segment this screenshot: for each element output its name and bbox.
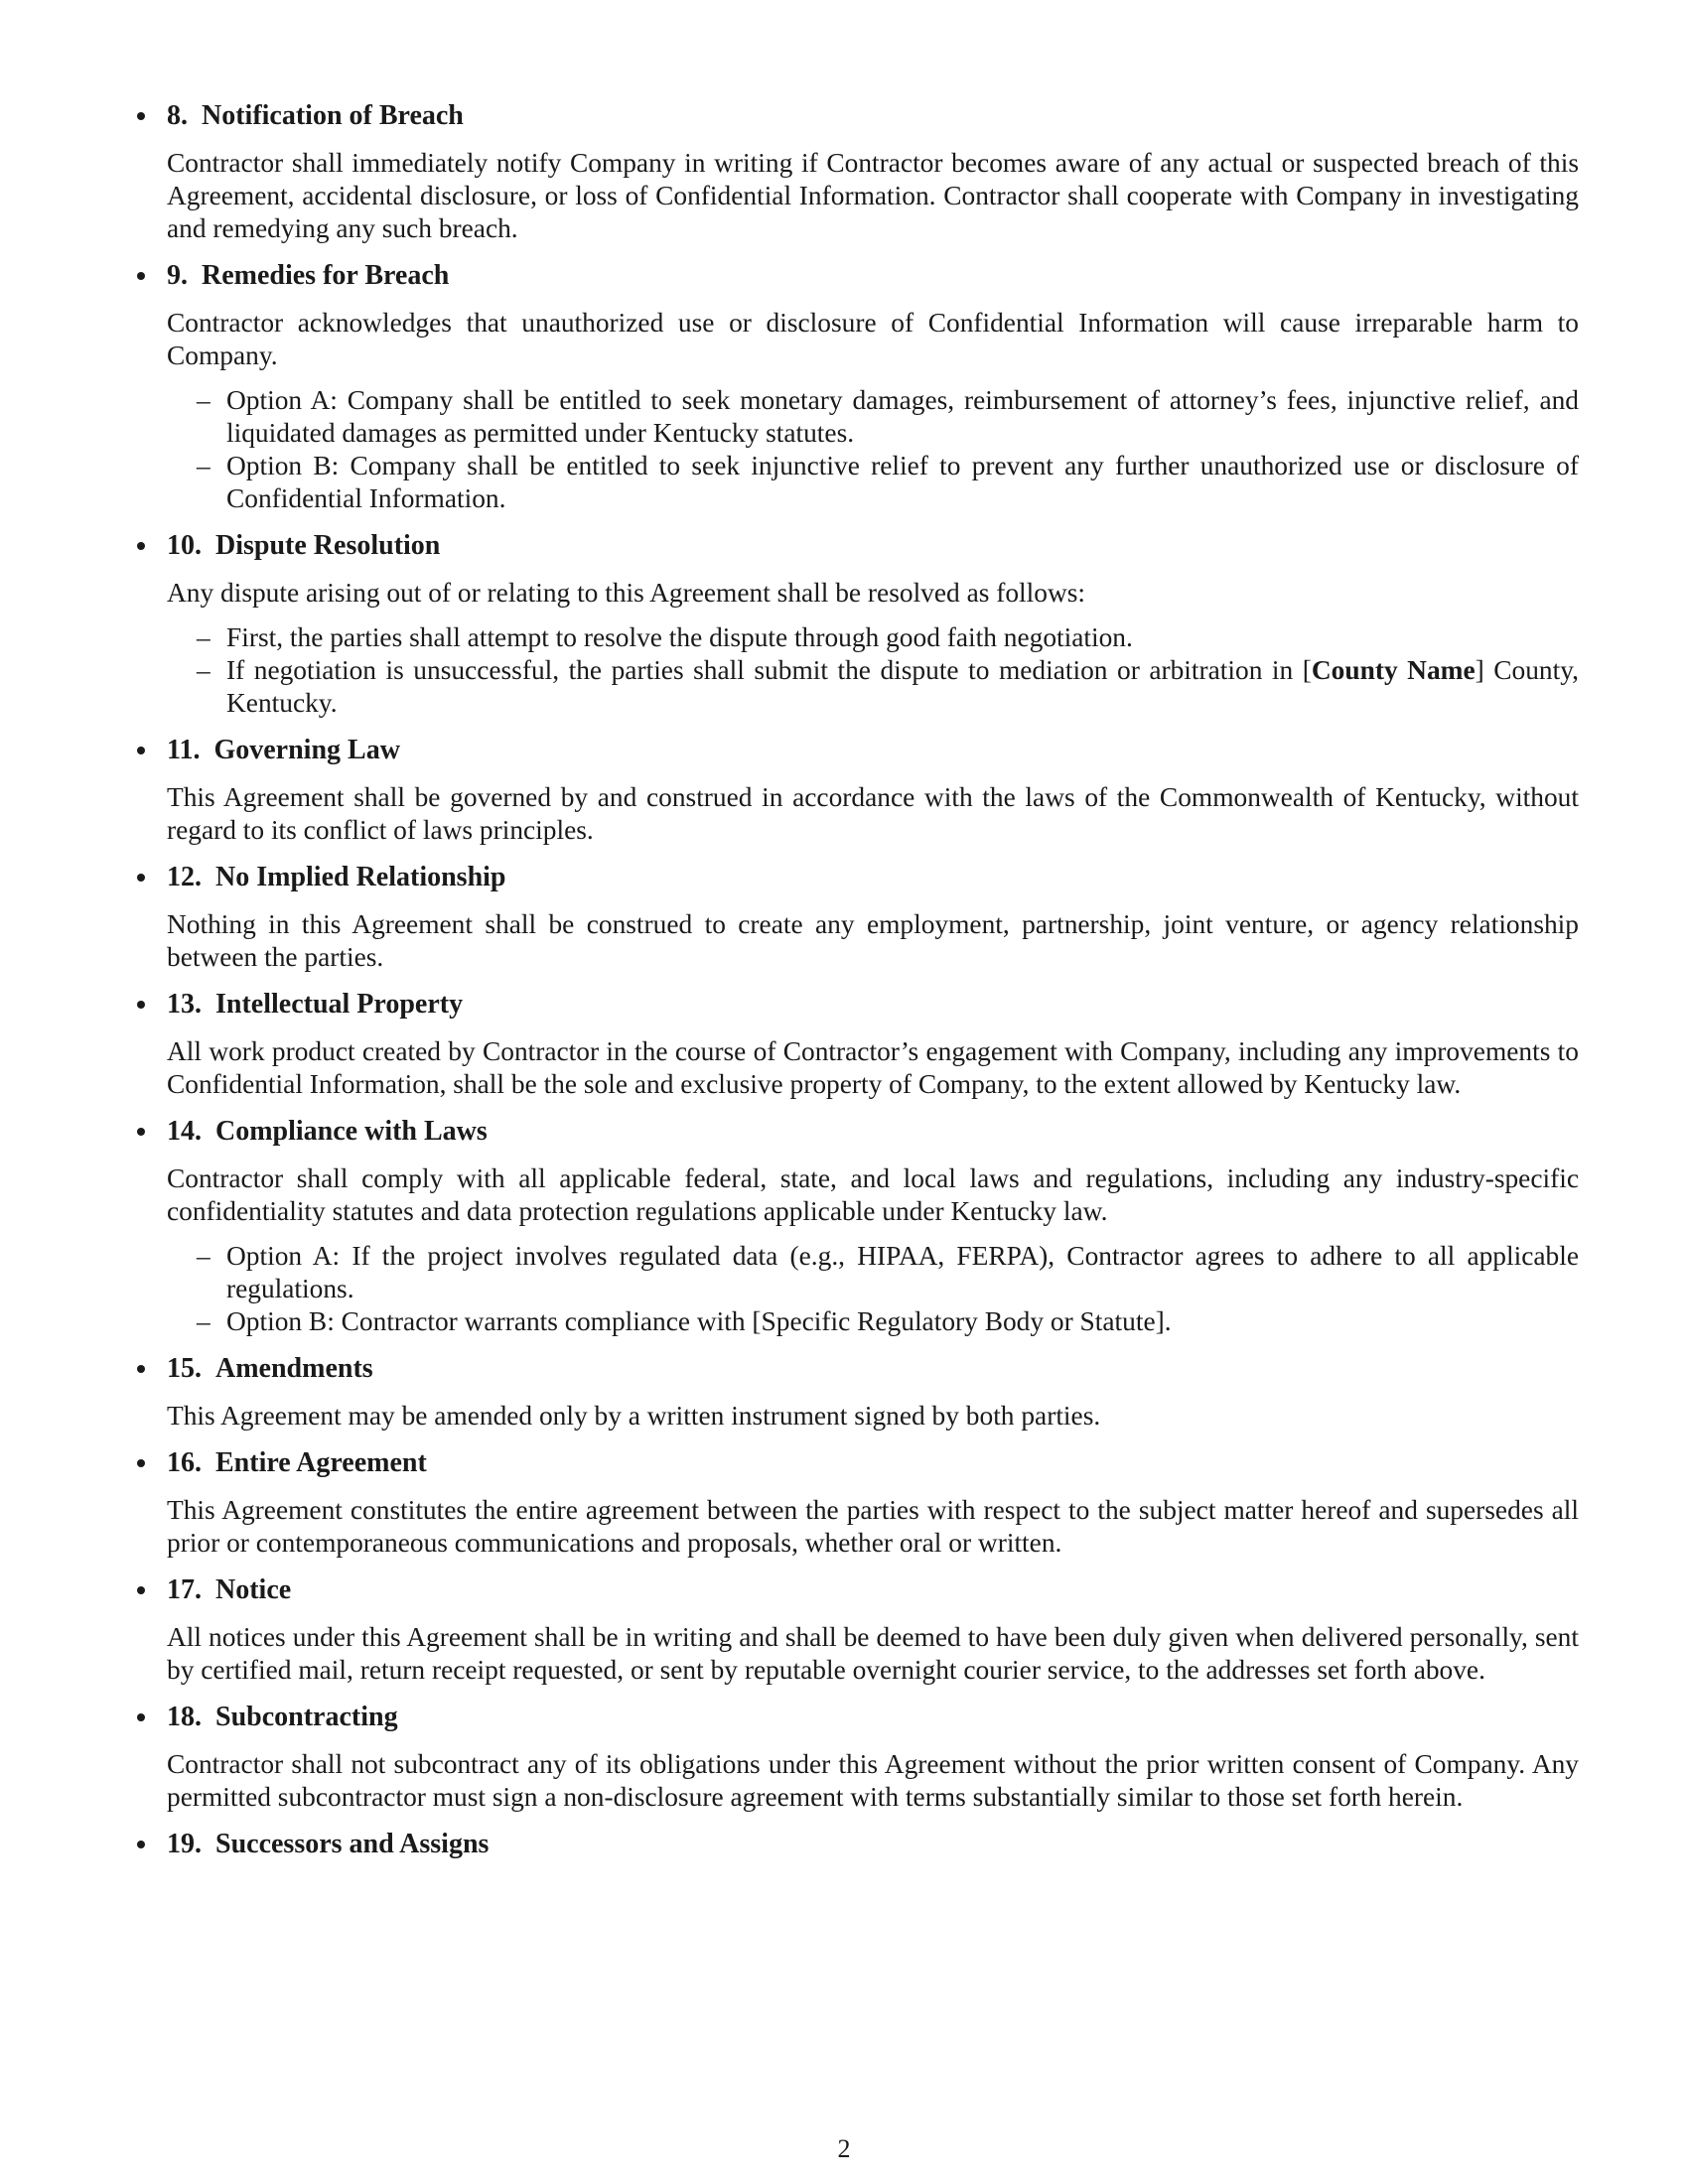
section-title: Successors and Assigns xyxy=(215,1829,490,1859)
bullet-icon xyxy=(137,747,145,754)
section-heading xyxy=(167,97,1579,135)
section-heading xyxy=(167,257,1579,295)
option-item xyxy=(197,621,1579,654)
options-list xyxy=(167,384,1579,515)
option-item xyxy=(197,450,1579,515)
bullet-icon xyxy=(137,542,145,550)
option-text: First, the parties shall attempt to resolve the dispute through good faith negotiation. xyxy=(226,622,1133,652)
section-heading xyxy=(167,859,1579,896)
section-heading xyxy=(167,732,1579,769)
options-list xyxy=(167,1240,1579,1338)
section-number: 9. xyxy=(167,260,188,291)
section-remedies-for-breach xyxy=(129,257,1579,515)
section-title: Dispute Resolution xyxy=(215,530,441,561)
section-body: Contractor acknowledges that unauthorized use or disclosure of Confidential Information will cause irreparable harm to Company. xyxy=(167,308,1579,370)
section-title: Intellectual Property xyxy=(215,989,464,1020)
section-number: 19. xyxy=(167,1829,202,1859)
section-heading xyxy=(167,527,1579,565)
bullet-icon xyxy=(137,112,145,120)
section-body: This Agreement may be amended only by a written instrument signed by both parties. xyxy=(167,1401,1101,1431)
bullet-icon xyxy=(137,1001,145,1009)
section-body: All notices under this Agreement shall be in writing and shall be deemed to have been duly given when delivered personally, sent by certified mail, return receipt requested, or sent by reputable overnight courier service, to the addresses set forth above. xyxy=(167,1622,1579,1685)
section-title: Entire Agreement xyxy=(215,1447,427,1478)
section-governing-law xyxy=(129,732,1579,847)
bullet-icon xyxy=(137,1841,145,1848)
section-number: 10. xyxy=(167,530,202,561)
section-heading xyxy=(167,1826,1579,1863)
section-number: 13. xyxy=(167,989,202,1020)
options-list xyxy=(167,621,1579,720)
dash-icon: – xyxy=(197,1306,211,1336)
page-number: 2 xyxy=(837,2134,851,2163)
section-body: Contractor shall not subcontract any of its obligations under this Agreement without the prior written consent of Company. Any permitted subcontractor must sign a non-disclosure agreement with terms substantially similar to those set forth herein. xyxy=(167,1749,1579,1812)
section-body: This Agreement shall be governed by and construed in accordance with the laws of the Commonwealth of Kentucky, without regard to its conflict of laws principles. xyxy=(167,782,1579,845)
section-title: Amendments xyxy=(215,1353,373,1384)
bullet-icon xyxy=(137,874,145,882)
bullet-icon xyxy=(137,1713,145,1721)
section-body: All work product created by Contractor in the course of Contractor’s engagement with Company, including any improvements to Confidential Information, shall be the sole and exclusive property of Company, to the extent allowed by Kentucky law. xyxy=(167,1036,1579,1099)
dash-icon: – xyxy=(197,1241,211,1271)
section-number: 15. xyxy=(167,1353,202,1384)
county-name-placeholder: County Name xyxy=(1311,655,1476,685)
dash-icon: – xyxy=(197,451,211,480)
section-heading xyxy=(167,1444,1579,1482)
option-item xyxy=(197,1305,1579,1338)
section-number: 11. xyxy=(167,735,201,765)
dash-icon: – xyxy=(197,622,211,652)
section-subcontracting xyxy=(129,1699,1579,1814)
section-number: 17. xyxy=(167,1574,202,1605)
section-title: Compliance with Laws xyxy=(215,1116,488,1147)
section-title: No Implied Relationship xyxy=(215,862,506,892)
bullet-icon xyxy=(137,1128,145,1136)
dash-icon: – xyxy=(197,655,211,685)
section-body: Any dispute arising out of or relating to this Agreement shall be resolved as follows: xyxy=(167,578,1086,608)
document-page xyxy=(129,97,1579,1863)
section-intellectual-property xyxy=(129,986,1579,1101)
section-body: Contractor shall immediately notify Company in writing if Contractor becomes aware of any actual or suspected breach of this Agreement, accidental disclosure, or loss of Confidential Information. Contractor shall cooperate with Company in investigating and remedying any such breach. xyxy=(167,148,1579,243)
section-title: Governing Law xyxy=(213,735,400,765)
section-number: 14. xyxy=(167,1116,202,1147)
section-notice xyxy=(129,1571,1579,1687)
section-body: Contractor shall comply with all applicable federal, state, and local laws and regulations, including any industry-specific confidentiality statutes and data protection regulations applicable under Kentucky law. xyxy=(167,1163,1579,1226)
option-item xyxy=(197,1240,1579,1305)
section-heading xyxy=(167,1113,1579,1151)
section-number: 12. xyxy=(167,862,202,892)
option-text: Option A: If the project involves regulated data (e.g., HIPAA, FERPA), Contractor agrees to adhere to all applicable regulations. xyxy=(226,1241,1579,1303)
section-title: Remedies for Breach xyxy=(202,260,450,291)
section-number: 8. xyxy=(167,100,188,131)
bullet-icon xyxy=(137,1365,145,1373)
dash-icon: – xyxy=(197,385,211,415)
section-title: Notice xyxy=(215,1574,292,1605)
section-heading xyxy=(167,1699,1579,1736)
option-text-before: If negotiation is unsuccessful, the parties shall submit the dispute to mediation or arbitration in [ xyxy=(226,655,1312,685)
section-dispute-resolution xyxy=(129,527,1579,720)
section-no-implied-relationship xyxy=(129,859,1579,974)
section-body: This Agreement constitutes the entire agreement between the parties with respect to the subject matter hereof and supersedes all prior or contemporaneous communications and proposals, whether oral or written. xyxy=(167,1495,1579,1558)
section-notification-of-breach xyxy=(129,97,1579,245)
bullet-icon xyxy=(137,1459,145,1467)
section-heading xyxy=(167,986,1579,1024)
section-compliance-with-laws xyxy=(129,1113,1579,1338)
option-text: Option A: Company shall be entitled to seek monetary damages, reimbursement of attorney’s fees, injunctive relief, and liquidated damages as permitted under Kentucky statutes. xyxy=(226,385,1579,448)
section-body: Nothing in this Agreement shall be construed to create any employment, partnership, joint venture, or agency relationship between the parties. xyxy=(167,909,1579,972)
section-number: 16. xyxy=(167,1447,202,1478)
section-title: Notification of Breach xyxy=(202,100,464,131)
section-title: Subcontracting xyxy=(215,1702,398,1732)
bullet-icon xyxy=(137,1586,145,1594)
bullet-icon xyxy=(137,272,145,280)
section-number: 18. xyxy=(167,1702,202,1732)
section-heading xyxy=(167,1571,1579,1609)
option-text-after: ] County, Kentucky. xyxy=(226,655,1579,718)
section-entire-agreement xyxy=(129,1444,1579,1560)
section-successors-and-assigns xyxy=(129,1826,1579,1863)
section-amendments xyxy=(129,1350,1579,1433)
option-text: Option B: Contractor warrants compliance with [Specific Regulatory Body or Statute]. xyxy=(226,1306,1172,1336)
option-item xyxy=(197,654,1579,720)
option-item xyxy=(197,384,1579,450)
section-heading xyxy=(167,1350,1579,1388)
option-text: Option B: Company shall be entitled to seek injunctive relief to prevent any further unauthorized use or disclosure of Confidential Information. xyxy=(226,451,1579,513)
